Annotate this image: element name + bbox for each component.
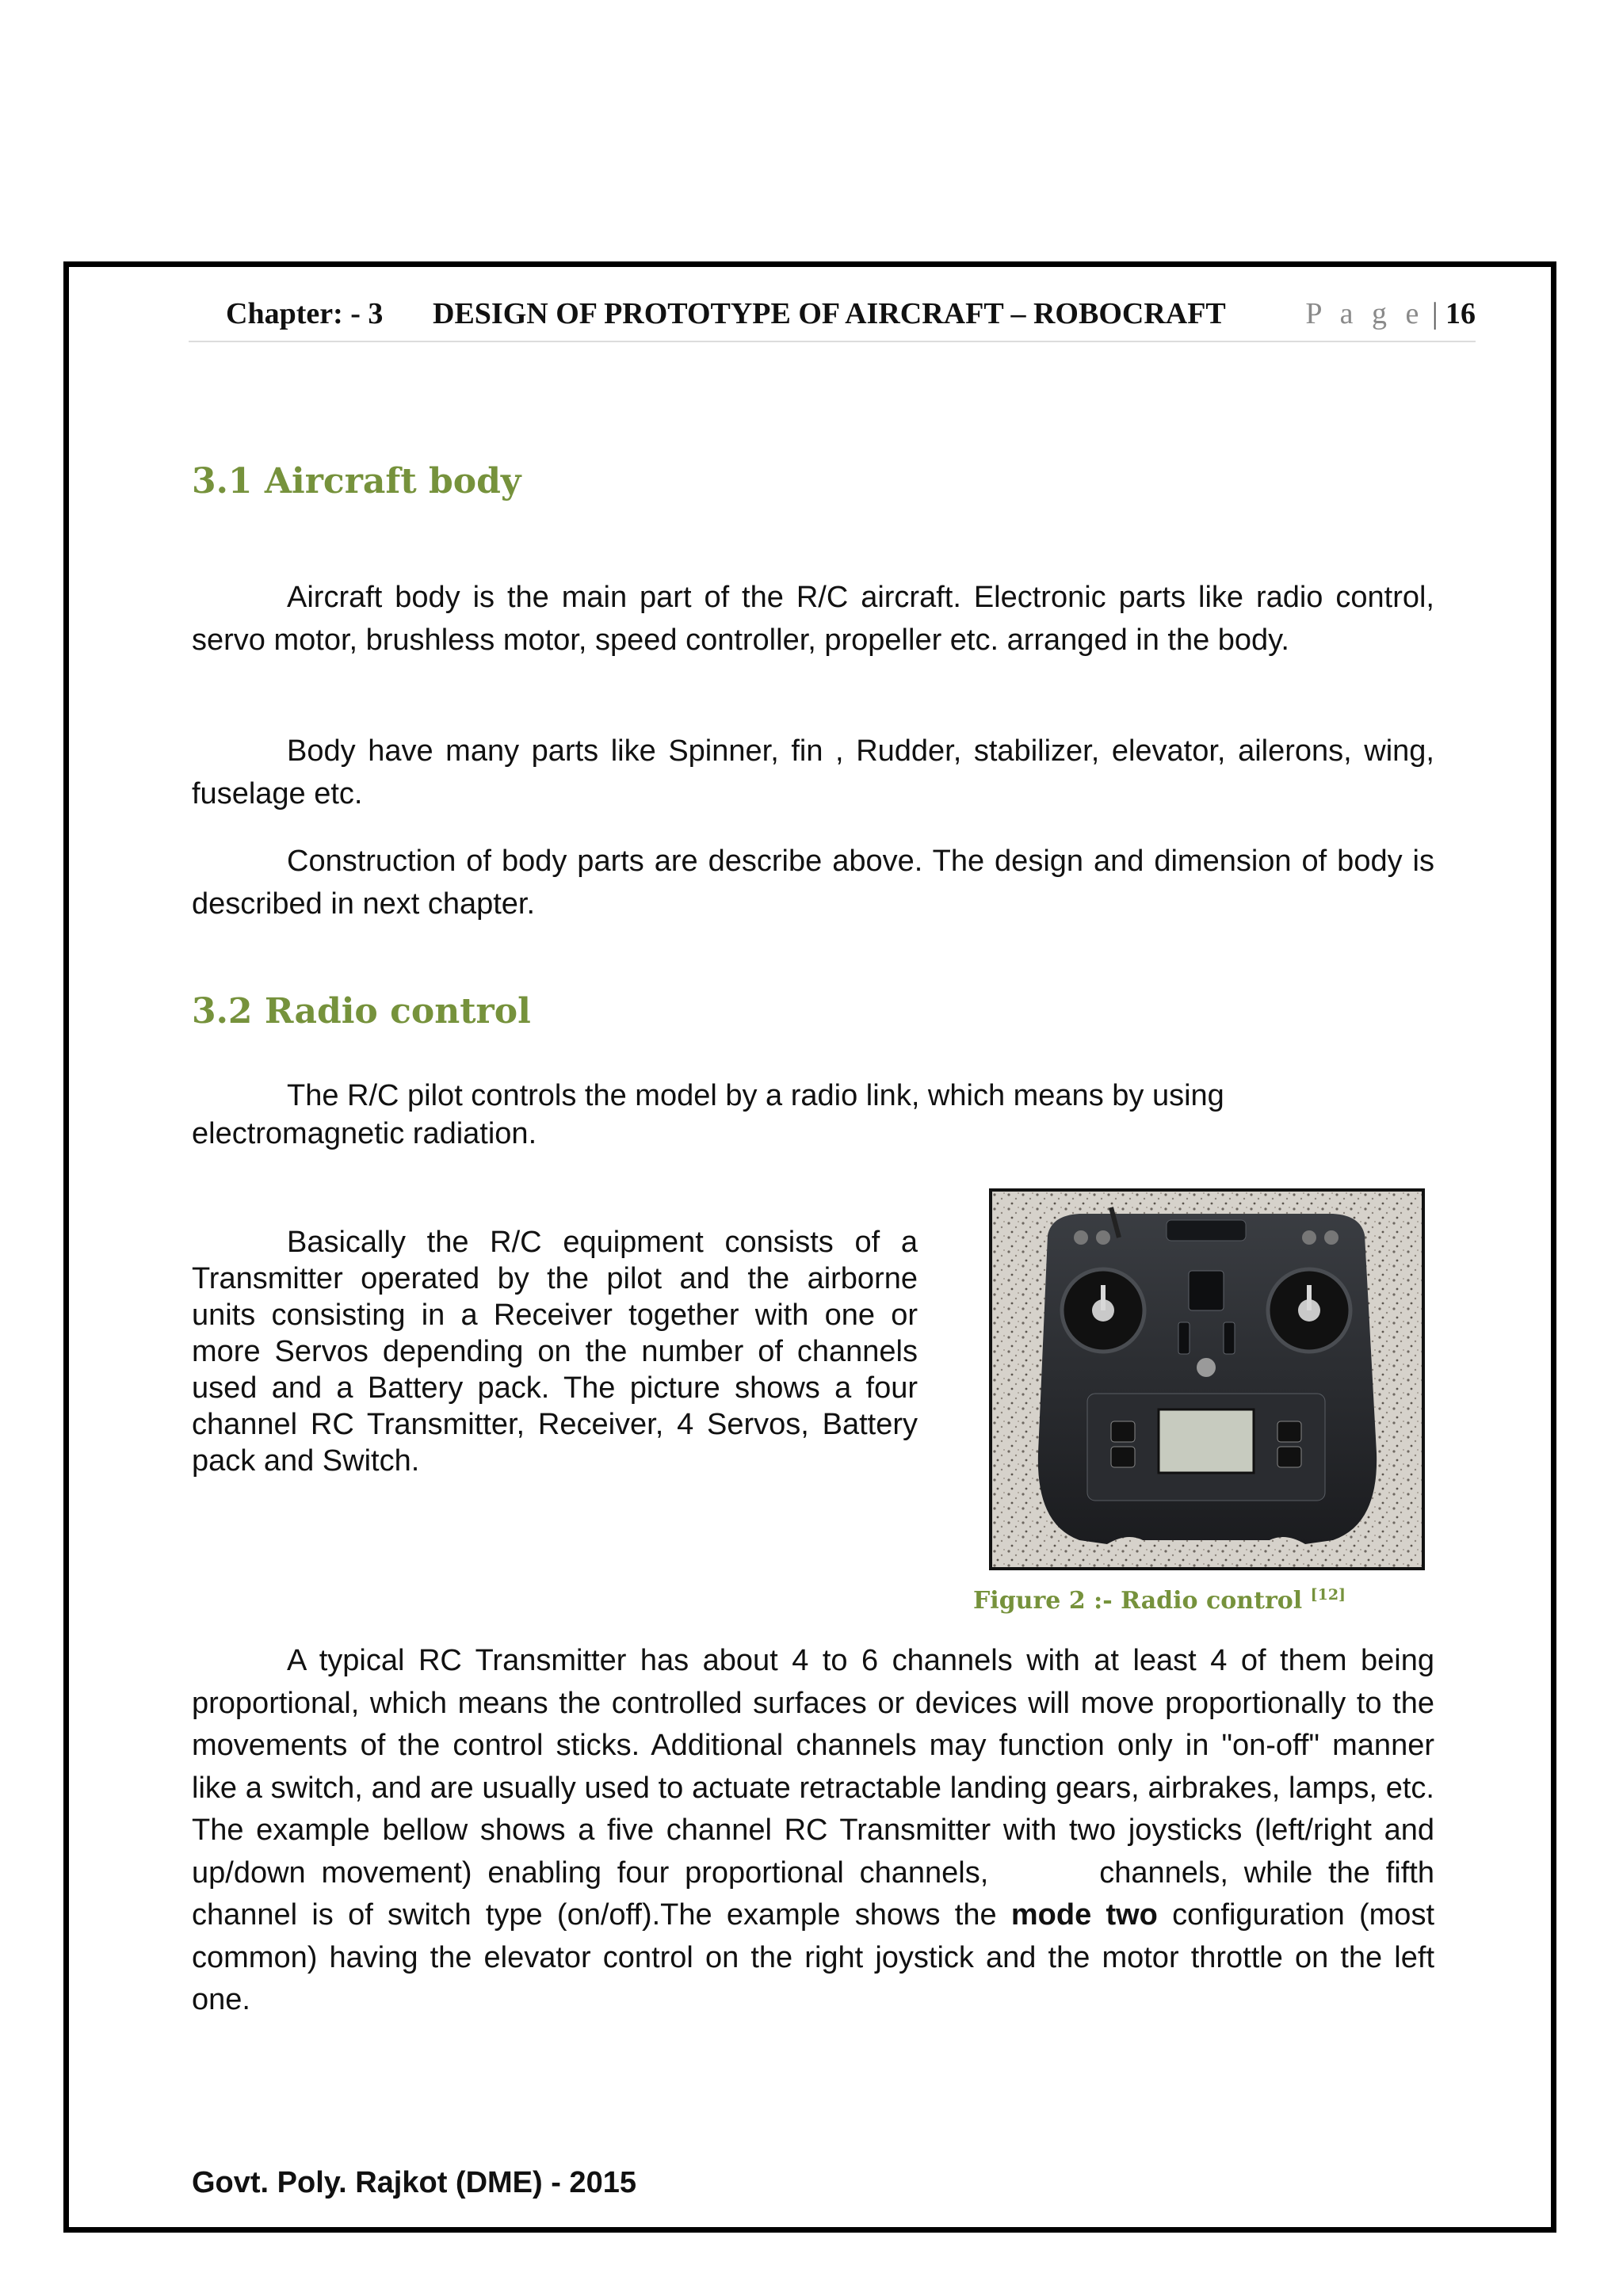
typical-text-part-3: configuration (most common) having the elevator control on the right joystick and the motor throttle on the left one.	[192, 1898, 1435, 2016]
radio-control-photo	[989, 1188, 1425, 1570]
chapter-title: DESIGN OF PROTOTYPE OF AIRCRAFT – ROBOCRAFT	[433, 297, 1226, 330]
radio-intro-line-1: The R/C pilot controls the model by a radio link, which means by using	[287, 1079, 1224, 1112]
mode-two-emphasis: mode two	[1010, 1898, 1158, 1932]
figure-caption	[973, 1586, 1449, 1615]
page-number: 16	[1445, 297, 1476, 330]
section-heading-aircraft-body: 3.1 Aircraft body	[192, 461, 521, 502]
page-header	[189, 292, 1476, 342]
figure-caption-text: Figure 2 :- Radio control	[973, 1587, 1303, 1615]
paragraph-typical-transmitter	[192, 1640, 1434, 2022]
page-footer: Govt. Poly. Rajkot (DME) - 2015	[192, 2166, 636, 2199]
transmitter-illustration	[992, 1192, 1422, 1567]
typical-text-part-2: channels, while the fifth channel is of switch type (on/off).The example shows the	[192, 1855, 1434, 1932]
paragraph-aircraft-body-1: Aircraft body is the main part of the R/C aircraft. Electronic parts like radio control, servo motor, brushless motor, speed controller, propeller etc. arranged in the body.	[192, 581, 1434, 657]
paragraph-aircraft-body-3: Construction of body parts are describe above. The design and dimension of body is described in next chapter.	[192, 845, 1434, 921]
paragraph-radio-intro	[192, 1077, 1434, 1153]
page-indicator	[1305, 296, 1476, 331]
radio-intro-line-2: electromagnetic radiation.	[192, 1117, 537, 1150]
chapter-label: Chapter: - 3	[226, 297, 384, 330]
typical-text-part-1: A typical RC Transmitter has about 4 to 6 channels with at least 4 of them being proportional, which means the controlled surfaces or devices will move proportionally to the movements of the control sticks. Additional channels may function only in "on-off" manner like a switch, and are usually used to actuate retractable landing gears, airbrakes, lamps, etc. The example bellow shows a five channel RC Transmitter with two joysticks (left/right and up/down movement) enabling four proportional channels,	[192, 1644, 1434, 1890]
section-heading-radio-control: 3.2 Radio control	[192, 991, 531, 1032]
page-word: P a g e	[1305, 297, 1425, 330]
paragraph-aircraft-body-2: Body have many parts like Spinner, fin , Rudder, stabilizer, elevator, ailerons, wing, fuselage etc.	[192, 734, 1434, 810]
paragraph-rc-equipment: Basically the R/C equipment consists of a Transmitter operated by the pilot and the airborne units consisting in a Receiver together with one or more Servos depending on the number of channels used and a Battery pack. The picture shows a four channel RC Transmitter, Receiver, 4 Servos, Battery pack and Switch.	[192, 1226, 918, 1478]
figure-reference: [12]	[1310, 1586, 1346, 1604]
page-separator: |	[1431, 297, 1438, 330]
